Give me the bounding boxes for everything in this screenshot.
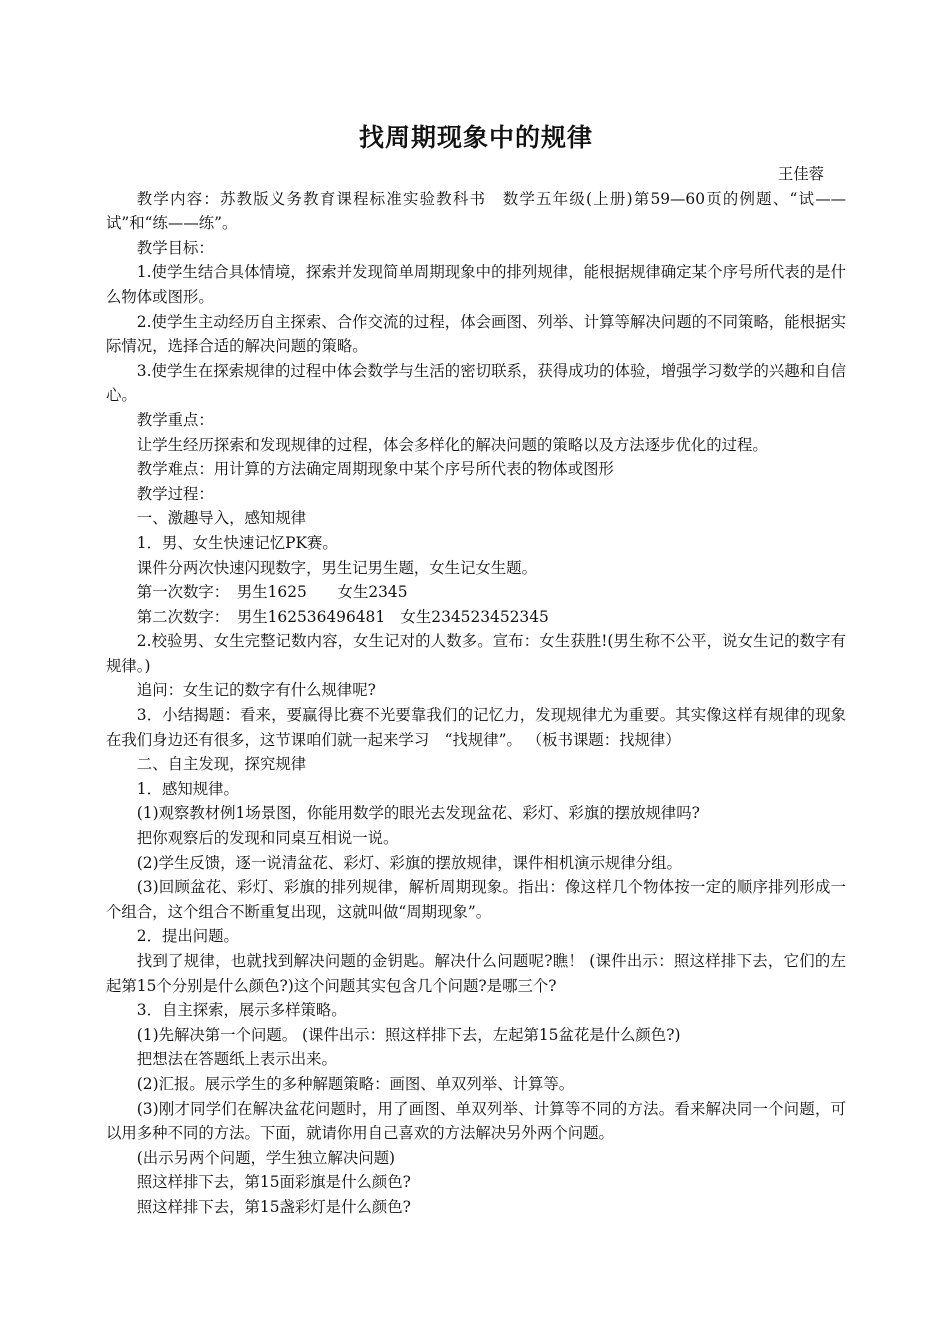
paragraph: 把你观察后的发现和同桌互相说一说。 xyxy=(136,829,399,848)
paragraph-goal-1: 1.使学生结合具体情境，探索并发现简单周期现象中的排列规律，能根据规律确定某个序号所代表的是什么物体或图形。 xyxy=(106,263,846,306)
section-heading-1: 一、激趣导入，感知规律 xyxy=(136,509,307,528)
paragraph: 2.校验男、女生完整记数内容，女生记对的人数多。宣布：女生获胜!(男生称不公平，说女生记的数字有规律。) xyxy=(106,632,846,675)
paragraph: 1．感知规律。 xyxy=(136,779,239,798)
paragraph: 照这样排下去，第15面彩旗是什么颜色? xyxy=(136,1173,411,1192)
paragraph: (2)汇报。展示学生的多种解题策略：画图、单双列举、计算等。 xyxy=(136,1074,575,1093)
paragraph: (3)回顾盆花、彩灯、彩旗的排列规律，解析周期现象。指出：像这样几个物体按一定的顺序排列形成一个组合，这个组合不断重复出现，这就叫做“周期现象”。 xyxy=(106,878,846,921)
paragraph: 3．自主探索，展示多样策略。 xyxy=(136,1001,347,1020)
paragraph-goal-2: 2.使学生主动经历自主探索、合作交流的过程，体会画图、列举、计算等解决问题的不同策略，能根据实际情况，选择合适的解决问题的策略。 xyxy=(106,312,846,356)
document-title: 找周期现象中的规律 xyxy=(358,123,593,152)
heading-teaching-process: 教学过程： xyxy=(136,484,214,503)
document-page xyxy=(106,118,846,1220)
paragraph-difficulties: 教学难点：用计算的方法确定周期现象中某个序号所代表的物体或图形 xyxy=(136,460,614,479)
paragraph-key-points: 让学生经历探索和发现规律的过程，体会多样化的解决问题的策略以及方法逐步优化的过程。 xyxy=(136,435,768,454)
paragraph: 找到了规律，也就找到解决问题的金钥匙。解决什么问题呢?瞧！ (课件出示：照这样排下去，它们的左起第15个分别是什么颜色?)这个问题其实包含几个问题?是哪三个? xyxy=(106,952,846,995)
paragraph: (出示另两个问题，学生独立解决问题) xyxy=(136,1148,396,1167)
paragraph: 追问：女生记的数字有什么规律呢? xyxy=(136,681,376,700)
author-name: 王佳蓉 xyxy=(777,165,824,183)
paragraph: 照这样排下去，第15盏彩灯是什么颜色? xyxy=(136,1197,411,1216)
paragraph: (1)观察教材例1场景图，你能用数学的眼光去发现盆花、彩灯、彩旗的摆放规律吗? xyxy=(136,804,700,823)
paragraph: 1．男、女生快速记忆PK赛。 xyxy=(136,533,338,552)
paragraph: 2．提出问题。 xyxy=(136,927,239,946)
paragraph: (1)先解决第一个问题。 (课件出示：照这样排下去，左起第15盆花是什么颜色?) xyxy=(136,1025,681,1044)
paragraph: 课件分两次快速闪现数字，男生记男生题，女生记女生题。 xyxy=(136,558,537,577)
paragraph-goal-3: 3.使学生在探索规律的过程中体会数学与生活的密切联系，获得成功的体验，增强学习数学的兴趣和自信心。 xyxy=(106,361,846,405)
body-text xyxy=(106,187,846,1220)
heading-key-points: 教学重点： xyxy=(136,410,214,429)
paragraph: 第二次数字： 男生162536496481 女生234523452345 xyxy=(136,607,549,626)
paragraph: 把想法在答题纸上表示出来。 xyxy=(136,1050,337,1069)
paragraph: 3．小结揭题：看来，要赢得比赛不光要靠我们的记忆力，发现规律尤为重要。其实像这样有规律的现象在我们身边还有很多，这节课咱们就一起来学习 “找规律”。 （板书课题：找规律） xyxy=(106,706,846,749)
paragraph: 第一次数字： 男生1625 女生2345 xyxy=(136,583,408,602)
section-heading-2: 二、自主发现，探究规律 xyxy=(136,755,307,774)
paragraph: (3)刚才同学们在解决盆花问题时，用了画图、单双列举、计算等不同的方法。看来解决同一个问题，可以用多种不同的方法。下面，就请你用自己喜欢的方法解决另外两个问题。 xyxy=(106,1099,846,1143)
heading-teaching-goals: 教学目标： xyxy=(136,238,214,257)
paragraph: (2)学生反馈，逐一说清盆花、彩灯、彩旗的摆放规律，课件相机演示规律分组。 xyxy=(136,853,682,872)
paragraph-teaching-content: 教学内容：苏教版义务教育课程标准实验教科书 数学五年级(上册)第59—60页的例题、“试——试”和“练——练”。 xyxy=(106,189,846,233)
